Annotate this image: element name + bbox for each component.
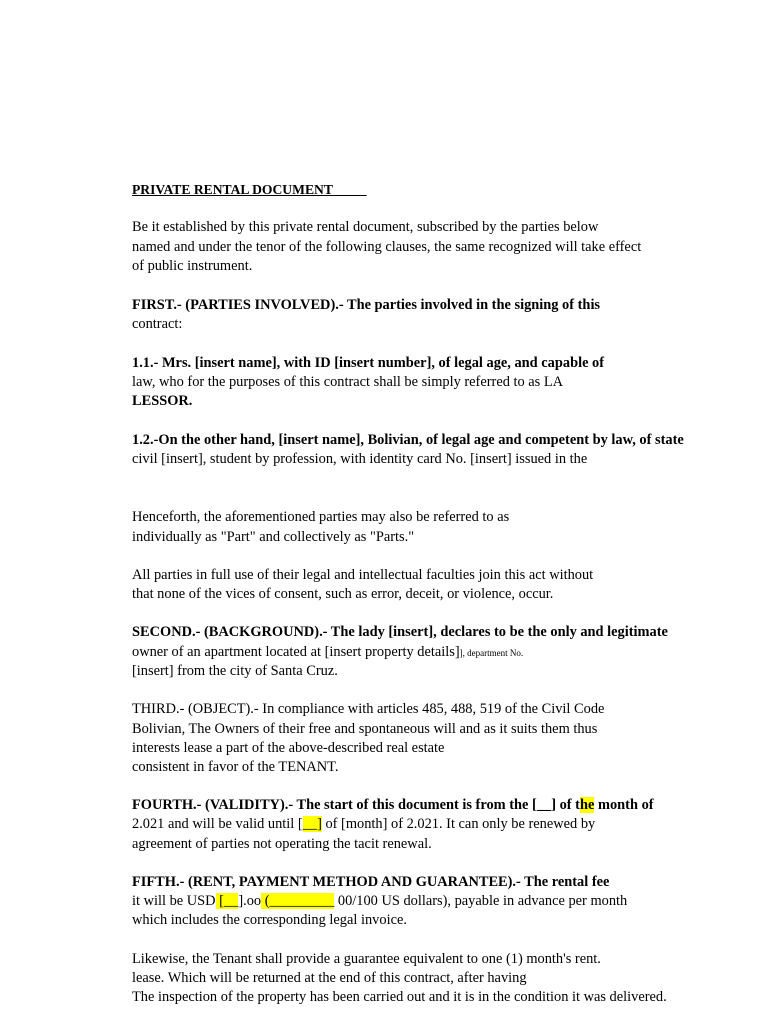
likewise-line-1: Likewise, the Tenant shall provide a guarantee equivalent to one (1) month's rent. [132, 951, 601, 967]
clause-third-line-4: consistent in favor of the TENANT. [132, 759, 339, 775]
henceforth-line-2: individually as "Part" and collectively as "Parts." [132, 529, 415, 545]
clause-fifth-heading: FIFTH.- (RENT, PAYMENT METHOD AND GUARANTEE).- The rental fee [132, 874, 610, 890]
clause-1-1-line-1: 1.1.- Mrs. [insert name], with ID [insert number], of legal age, and capable of [132, 355, 605, 371]
clause-fourth-line-3: agreement of parties not operating the tacit renewal. [132, 836, 432, 852]
likewise-line-2: lease. Which will be returned at the end of this contract, after having [132, 970, 527, 986]
clause-third-line-3: interests lease a part of the above-described real estate [132, 740, 445, 756]
clause-second-heading: SECOND.- (BACKGROUND).- The lady [insert], declares to be the only and legitimate [132, 624, 668, 640]
clause-1-2-line-1: 1.2.-On the other hand, [insert name], Bolivian, of legal age and competent by law, of state [132, 432, 684, 448]
document-title: PRIVATE RENTAL DOCUMENT [132, 182, 333, 197]
clause-1-1-line-3: LESSOR. [132, 393, 193, 409]
clause-fourth-line-2: 2.021 and will be valid until [__] of [month] of 2.021. It can only be renewed by [132, 816, 596, 832]
clause-second-line-3: [insert] from the city of Santa Cruz. [132, 663, 338, 679]
intro-line-2: named and under the tenor of the following clauses, the same recognized will take effect [132, 239, 642, 255]
clause-first-heading: FIRST.- (PARTIES INVOLVED).- The parties involved in the signing of this [132, 297, 601, 313]
intro-line-3: of public instrument. [132, 258, 253, 274]
henceforth-line-1: Henceforth, the aforementioned parties may also be referred to as [132, 509, 510, 525]
allparties-line-1: All parties in full use of their legal and intellectual faculties join this act without [132, 567, 594, 583]
clause-first-line-2: contract: [132, 316, 183, 332]
clause-fourth-heading: FOURTH.- (VALIDITY).- The start of this document is from the [__] of the month of [132, 797, 654, 813]
clause-fifth-line-3: which includes the corresponding legal invoice. [132, 912, 407, 928]
clause-fifth-line-2: it will be USD [__].oo (_________ 00/100 US dollars), payable in advance per month [132, 893, 628, 909]
clause-third-line-2: Bolivian, The Owners of their free and spontaneous will and as it suits them thus [132, 721, 598, 737]
clause-third-line-1: THIRD.- (OBJECT).- In compliance with articles 485, 488, 519 of the Civil Code [132, 701, 605, 717]
clause-second-line-2: owner of an apartment located at [insert property details]], department No. [132, 644, 524, 660]
likewise-line-3: The inspection of the property has been carried out and it is in the condition it was delivered. [132, 989, 667, 1005]
clause-1-2-line-2: civil [insert], student by profession, with identity card No. [insert] issued in the [132, 451, 588, 467]
intro-line-1: Be it established by this private rental document, subscribed by the parties below [132, 219, 599, 235]
clause-1-1-line-2: law, who for the purposes of this contract shall be simply referred to as LA [132, 374, 564, 390]
allparties-line-2: that none of the vices of consent, such as error, deceit, or violence, occur. [132, 586, 554, 602]
